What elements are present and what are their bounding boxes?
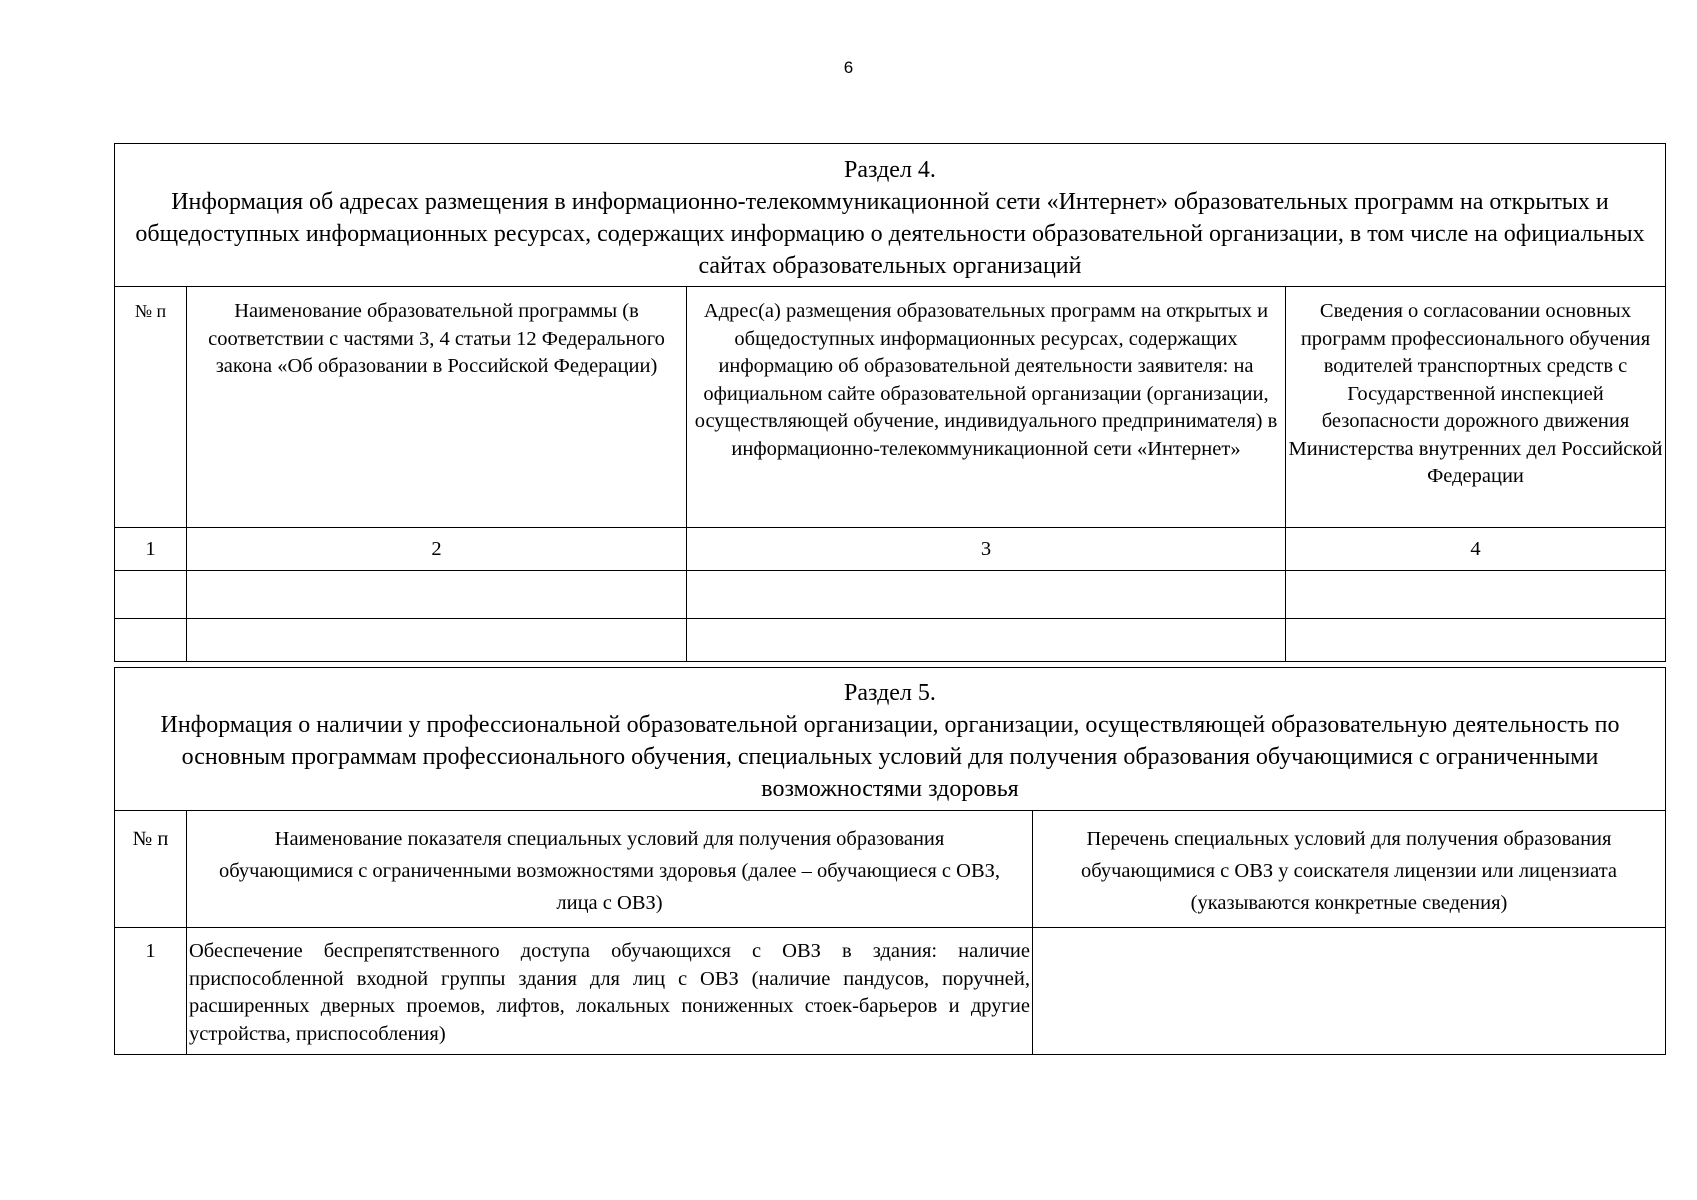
empty-cell (115, 619, 187, 662)
empty-cell (687, 571, 1286, 619)
empty-cell (687, 619, 1286, 662)
column-header-number: № п (115, 287, 187, 528)
table-row (115, 571, 1666, 619)
section-5-heading: Раздел 5. (844, 680, 936, 706)
column-number-cell: 1 (115, 528, 187, 571)
section-4-table (114, 143, 1666, 662)
indicator-cell: Обеспечение беспрепятственного доступа обучающихся с ОВЗ в здания: наличие приспособленной входной группы здания для лиц с ОВЗ (наличие пандусов, поручней, расширенных дверных проемов, лифтов, локальных пониженных стоек-барьеров и другие устройства, приспособления) (187, 928, 1033, 1055)
page-number: 6 (843, 58, 854, 77)
table-row (115, 928, 1666, 1055)
section-5-subheading: Информация о наличии у профессиональной образовательной организации, организации, осуществляющей образовательную деятельность по основным программам профессионального обучения, специальных условий для получения образования обучающимися с ограниченными возможностями здоровья (160, 712, 1620, 802)
section-4-header (115, 144, 1666, 287)
row-number: 1 (115, 928, 187, 1055)
section-5-table (114, 667, 1666, 1055)
column-header-approval: Сведения о согласовании основных программ профессионального обучения водителей транспортных средств с Государственной инспекцией безопасности дорожного движения Министерства внутренних дел Российской Федерации (1286, 287, 1666, 528)
column-header-indicator: Наименование показателя специальных условий для получения образования обучающимися с ограниченными возможностями здоровья (далее – обучающиеся с ОВЗ, лица с ОВЗ) (187, 811, 1033, 928)
column-number-cell: 3 (687, 528, 1286, 571)
section-4-heading: Раздел 4. (844, 157, 936, 183)
section-5-header (115, 668, 1666, 811)
column-header-address: Адрес(а) размещения образовательных программ на открытых и общедоступных информационных ресурсах, содержащих информацию об образовательной деятельности заявителя: на официальном сайте образовательной организации (организации, осуществляющей обучение, индивидуального предпринимателя) в информационно-телекоммуникационной сети «Интернет» (687, 287, 1286, 528)
column-header-number: № п (115, 811, 187, 928)
section-4-subheading: Информация об адресах размещения в информационно-телекоммуникационной сети «Интернет» образовательных программ на открытых и общедоступных информационных ресурсах, содержащих информацию о деятельности образовательной организации, в том числе на официальных сайтах образовательных организаций (135, 189, 1645, 279)
empty-cell (1286, 619, 1666, 662)
empty-cell (187, 619, 687, 662)
conditions-cell (1033, 928, 1666, 1055)
empty-cell (115, 571, 187, 619)
column-number-cell: 2 (187, 528, 687, 571)
column-header-program-name: Наименование образовательной программы (в соответствии с частями 3, 4 статьи 12 Федерального закона «Об образовании в Российской Федерации) (187, 287, 687, 528)
empty-cell (1286, 571, 1666, 619)
table-row (115, 619, 1666, 662)
column-number-cell: 4 (1286, 528, 1666, 571)
column-header-conditions: Перечень специальных условий для получения образования обучающимися с ОВЗ у соискателя лицензии или лицензиата (указываются конкретные сведения) (1033, 811, 1666, 928)
empty-cell (187, 571, 687, 619)
